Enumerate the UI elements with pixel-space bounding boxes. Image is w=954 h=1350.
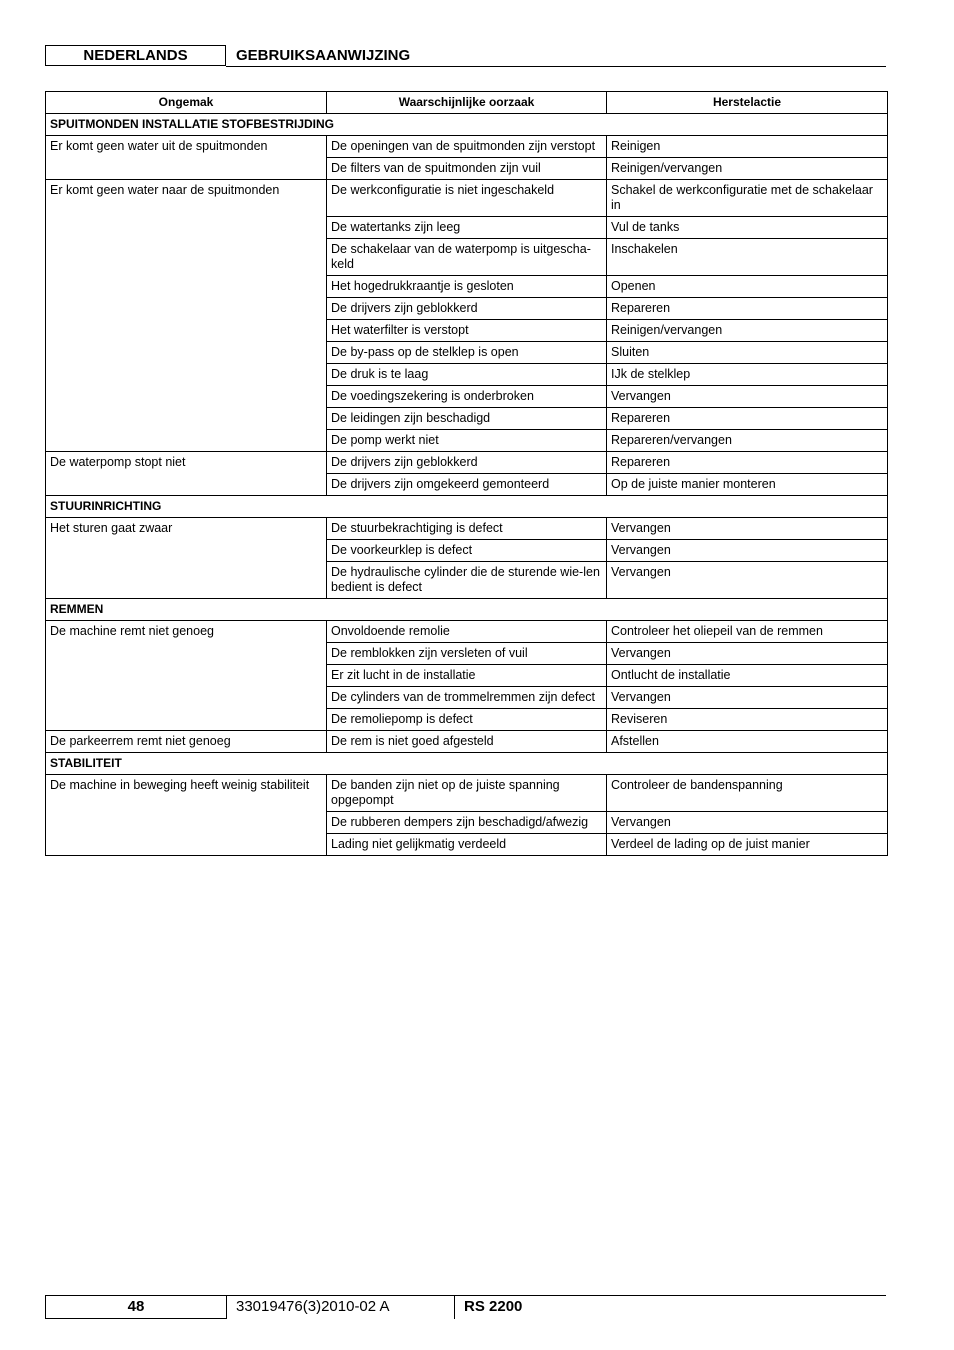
section-title: REMMEN xyxy=(46,599,888,621)
problem-cell: De parkeerrem remt niet genoeg xyxy=(46,731,327,753)
action-cell: IJk de stelklep xyxy=(607,364,888,386)
table-row xyxy=(46,452,888,474)
document-code: 33019476(3)2010-02 A xyxy=(236,1298,390,1315)
cause-cell: De rubberen dempers zijn beschadigd/afwezig xyxy=(327,812,607,834)
section-row xyxy=(46,496,888,518)
cause-cell: De cylinders van de trommelremmen zijn defect xyxy=(327,687,607,709)
cause-cell: De stuurbekrachtiging is defect xyxy=(327,518,607,540)
table-row xyxy=(46,731,888,753)
cause-cell: De voorkeurklep is defect xyxy=(327,540,607,562)
language-label: NEDERLANDS xyxy=(45,45,226,66)
page-number: 48 xyxy=(45,1295,227,1319)
model-name: RS 2200 xyxy=(464,1298,523,1315)
cause-cell: Er zit lucht in de installatie xyxy=(327,665,607,687)
cause-cell: De drijvers zijn omgekeerd gemonteerd xyxy=(327,474,607,496)
action-cell: Vul de tanks xyxy=(607,217,888,239)
problem-cell: Er komt geen water naar de spuitmonden xyxy=(46,180,327,452)
table-body xyxy=(46,114,888,856)
cause-cell: De drijvers zijn geblokkerd xyxy=(327,298,607,320)
cause-cell: De schakelaar van de waterpomp is uitgescha-keld xyxy=(327,239,607,276)
section-title: SPUITMONDEN INSTALLATIE STOFBESTRIJDING xyxy=(46,114,888,136)
cause-cell: De filters van de spuitmonden zijn vuil xyxy=(327,158,607,180)
cause-cell: De werkconfiguratie is niet ingeschakeld xyxy=(327,180,607,217)
section-row xyxy=(46,753,888,775)
cause-cell: De openingen van de spuitmonden zijn verstopt xyxy=(327,136,607,158)
action-cell: Afstellen xyxy=(607,731,888,753)
problem-cell: Er komt geen water uit de spuitmonden xyxy=(46,136,327,180)
table-row xyxy=(46,518,888,540)
action-cell: Vervangen xyxy=(607,518,888,540)
action-cell: Op de juiste manier monteren xyxy=(607,474,888,496)
action-cell: Vervangen xyxy=(607,812,888,834)
table-row xyxy=(46,621,888,643)
problem-cell: De machine in beweging heeft weinig stabiliteit xyxy=(46,775,327,856)
table-row xyxy=(46,180,888,217)
cause-cell: De remblokken zijn versleten of vuil xyxy=(327,643,607,665)
cause-cell: De druk is te laag xyxy=(327,364,607,386)
cause-cell: Onvoldoende remolie xyxy=(327,621,607,643)
problem-cell: De machine remt niet genoeg xyxy=(46,621,327,731)
cause-cell: De pomp werkt niet xyxy=(327,430,607,452)
action-cell: Vervangen xyxy=(607,540,888,562)
header-rule xyxy=(226,66,886,67)
cause-cell: Het waterfilter is verstopt xyxy=(327,320,607,342)
action-cell: Reviseren xyxy=(607,709,888,731)
action-cell: Repareren xyxy=(607,408,888,430)
action-cell: Reinigen xyxy=(607,136,888,158)
page-footer xyxy=(45,1295,886,1319)
cause-cell: De drijvers zijn geblokkerd xyxy=(327,452,607,474)
section-title: STUURINRICHTING xyxy=(46,496,888,518)
column-header-problem: Ongemak xyxy=(46,92,327,114)
section-row xyxy=(46,114,888,136)
action-cell: Verdeel de lading op de juist manier xyxy=(607,834,888,856)
cause-cell: De watertanks zijn leeg xyxy=(327,217,607,239)
action-cell: Vervangen xyxy=(607,562,888,599)
column-header-action: Herstelactie xyxy=(607,92,888,114)
footer-divider xyxy=(454,1295,455,1319)
action-cell: Repareren xyxy=(607,298,888,320)
cause-cell: Lading niet gelijkmatig verdeeld xyxy=(327,834,607,856)
cause-cell: De voedingszekering is onderbroken xyxy=(327,386,607,408)
action-cell: Ontlucht de installatie xyxy=(607,665,888,687)
table-header-row xyxy=(46,92,888,114)
cause-cell: De leidingen zijn beschadigd xyxy=(327,408,607,430)
cause-cell: De by-pass op de stelklep is open xyxy=(327,342,607,364)
problem-cell: Het sturen gaat zwaar xyxy=(46,518,327,599)
section-row xyxy=(46,599,888,621)
table-row xyxy=(46,136,888,158)
action-cell: Reinigen/vervangen xyxy=(607,320,888,342)
cause-cell: Het hogedrukkraantje is gesloten xyxy=(327,276,607,298)
page-header xyxy=(45,45,886,67)
cause-cell: De rem is niet goed afgesteld xyxy=(327,731,607,753)
troubleshooting-table xyxy=(45,91,888,856)
action-cell: Inschakelen xyxy=(607,239,888,276)
action-cell: Sluiten xyxy=(607,342,888,364)
problem-cell: De waterpomp stopt niet xyxy=(46,452,327,496)
action-cell: Vervangen xyxy=(607,386,888,408)
action-cell: Vervangen xyxy=(607,687,888,709)
action-cell: Controleer de bandenspanning xyxy=(607,775,888,812)
cause-cell: De hydraulische cylinder die de sturende wie-len bedient is defect xyxy=(327,562,607,599)
document-title: GEBRUIKSAANWIJZING xyxy=(236,47,411,64)
action-cell: Controleer het oliepeil van de remmen xyxy=(607,621,888,643)
action-cell: Repareren xyxy=(607,452,888,474)
action-cell: Openen xyxy=(607,276,888,298)
action-cell: Vervangen xyxy=(607,643,888,665)
action-cell: Schakel de werkconfiguratie met de schakelaar in xyxy=(607,180,888,217)
table-row xyxy=(46,775,888,812)
cause-cell: De banden zijn niet op de juiste spanning opgepompt xyxy=(327,775,607,812)
column-header-cause: Waarschijnlijke oorzaak xyxy=(327,92,607,114)
action-cell: Repareren/vervangen xyxy=(607,430,888,452)
cause-cell: De remoliepomp is defect xyxy=(327,709,607,731)
section-title: STABILITEIT xyxy=(46,753,888,775)
action-cell: Reinigen/vervangen xyxy=(607,158,888,180)
